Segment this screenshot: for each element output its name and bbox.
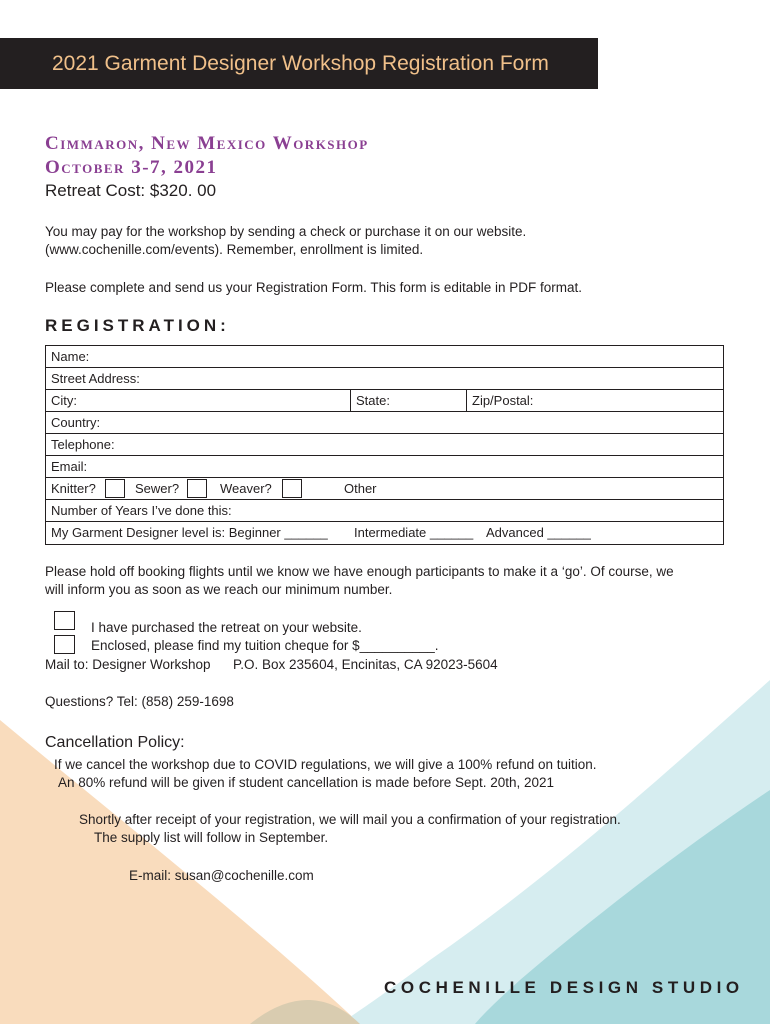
studio-footer: COCHENILLE DESIGN STUDIO bbox=[384, 978, 744, 997]
cancellation-heading: Cancellation Policy: bbox=[45, 734, 185, 751]
level-beginner[interactable]: My Garment Designer level is: Beginner ______ bbox=[51, 525, 328, 540]
telephone-row[interactable] bbox=[46, 434, 723, 456]
zip-label: Zip/Postal: bbox=[472, 393, 534, 408]
zip-field[interactable] bbox=[466, 390, 723, 412]
confirmation-line1: Shortly after receipt of your registration, we will mail you a confirmation of your registration. bbox=[79, 812, 621, 827]
country-row[interactable] bbox=[46, 412, 723, 434]
retreat-cost: Retreat Cost: $320. 00 bbox=[45, 181, 217, 200]
email-label: Email: bbox=[51, 459, 88, 474]
enclosed-label: Enclosed, please find my tuition cheque for $__________. bbox=[91, 638, 439, 653]
payment-info-line2: (www.cochenille.com/events). Remember, enrollment is limited. bbox=[45, 242, 424, 257]
city-field[interactable] bbox=[46, 390, 350, 412]
years-label: Number of Years I’ve done this: bbox=[51, 503, 232, 518]
contact-email[interactable]: E-mail: susan@cochenille.com bbox=[129, 868, 314, 883]
street-row[interactable] bbox=[46, 368, 723, 390]
knitter-label: Knitter? bbox=[51, 481, 96, 496]
complete-form-note: Please complete and send us your Registration Form. This form is editable in PDF format. bbox=[45, 280, 582, 295]
weaver-checkbox[interactable] bbox=[282, 479, 302, 498]
sewer-label: Sewer? bbox=[135, 481, 180, 496]
cancellation-line1: If we cancel the workshop due to COVID regulations, we will give a 100% refund on tuition. bbox=[54, 757, 597, 772]
mailing-address: P.O. Box 235604, Encinitas, CA 92023-5604 bbox=[233, 657, 498, 672]
workshop-heading bbox=[45, 132, 369, 180]
registration-form bbox=[45, 345, 724, 545]
purchased-label: I have purchased the retreat on your website. bbox=[91, 620, 362, 635]
payment-info-line1: You may pay for the workshop by sending a check or purchase it on our website. bbox=[45, 224, 527, 239]
registration-heading: REGISTRATION: bbox=[45, 316, 230, 335]
mail-to-label: Mail to: Designer Workshop bbox=[45, 657, 211, 672]
confirmation-line2: The supply list will follow in September. bbox=[94, 830, 329, 845]
workshop-location: Cimmaron, New Mexico Workshop bbox=[45, 133, 369, 154]
questions-phone: Questions? Tel: (858) 259-1698 bbox=[45, 694, 234, 709]
state-label: State: bbox=[356, 393, 390, 408]
level-row bbox=[46, 522, 723, 544]
email-row[interactable] bbox=[46, 456, 723, 478]
telephone-label: Telephone: bbox=[51, 437, 115, 452]
cancellation-line2: An 80% refund will be given if student cancellation is made before Sept. 20th, 2021 bbox=[58, 775, 555, 790]
country-label: Country: bbox=[51, 415, 101, 430]
page-title: 2021 Garment Designer Workshop Registration Form bbox=[0, 38, 598, 89]
years-row[interactable] bbox=[46, 500, 723, 522]
payment-info bbox=[45, 223, 526, 259]
booking-note-line2: will inform you as soon as we reach our minimum number. bbox=[45, 582, 393, 597]
booking-note bbox=[45, 563, 674, 599]
name-label: Name: bbox=[51, 349, 90, 364]
level-advanced[interactable]: Advanced ______ bbox=[486, 525, 591, 540]
city-label: City: bbox=[51, 393, 77, 408]
level-intermediate[interactable]: Intermediate ______ bbox=[354, 525, 474, 540]
other-label[interactable]: Other bbox=[344, 481, 377, 496]
enclosed-checkbox[interactable] bbox=[54, 635, 75, 654]
knitter-checkbox[interactable] bbox=[105, 479, 125, 498]
name-row[interactable] bbox=[46, 346, 723, 368]
weaver-label: Weaver? bbox=[220, 481, 272, 496]
street-label: Street Address: bbox=[51, 371, 140, 386]
city-state-zip-row bbox=[46, 390, 723, 412]
purchased-checkbox[interactable] bbox=[54, 611, 75, 630]
booking-note-line1: Please hold off booking flights until we know we have enough participants to make it a ‘go’. Of course, we bbox=[45, 564, 674, 579]
state-field[interactable] bbox=[350, 390, 466, 412]
craft-type-row bbox=[46, 478, 723, 500]
workshop-dates: October 3-7, 2021 bbox=[45, 157, 218, 178]
sewer-checkbox[interactable] bbox=[187, 479, 207, 498]
